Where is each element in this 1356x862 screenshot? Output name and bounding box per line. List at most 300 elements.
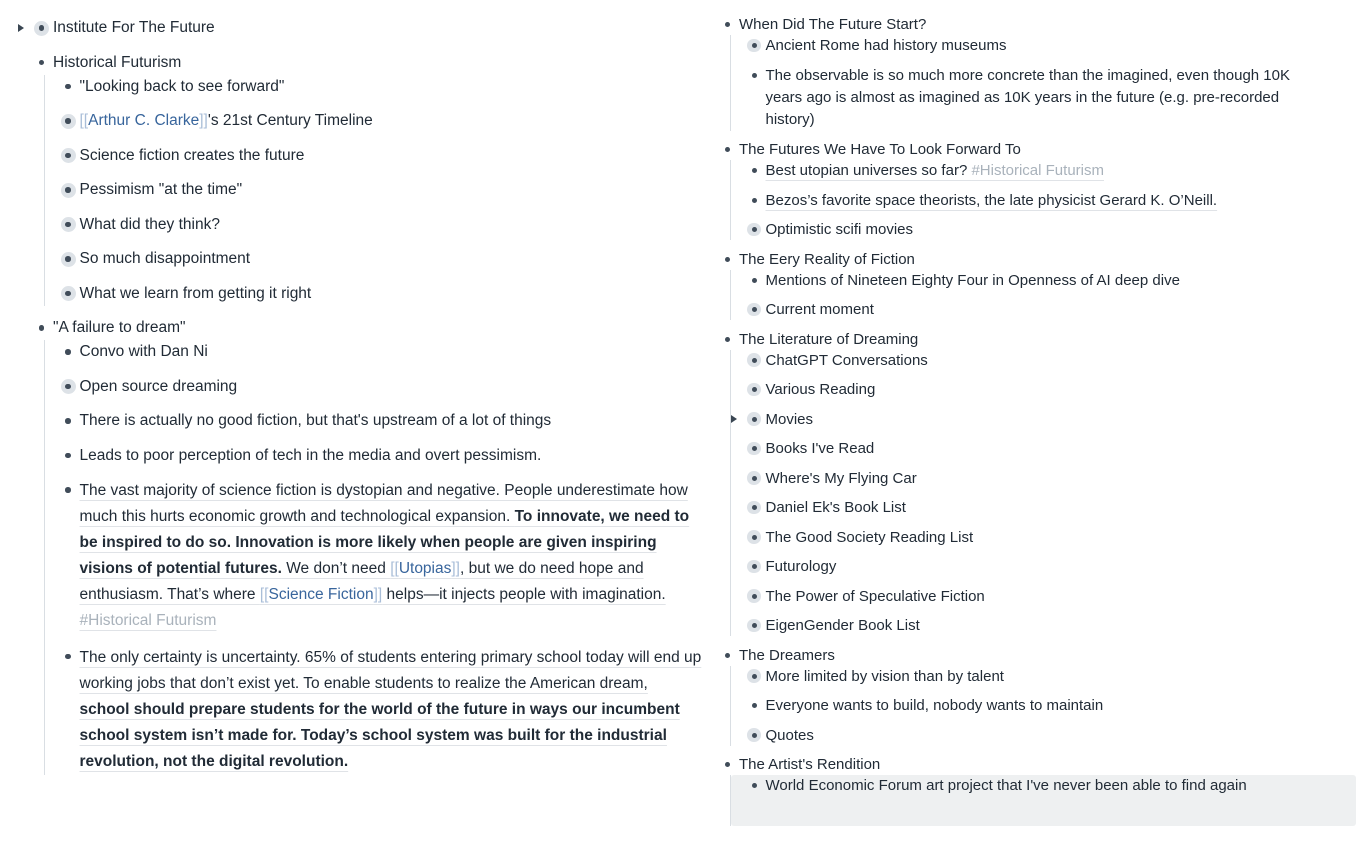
outline-block bbox=[45, 109, 703, 133]
block-children bbox=[44, 75, 703, 306]
block-text bbox=[766, 725, 814, 746]
block-row[interactable] bbox=[731, 350, 1356, 371]
bullet-halo bbox=[747, 353, 761, 367]
bullet-halo bbox=[747, 383, 761, 397]
block-row[interactable] bbox=[45, 444, 703, 468]
bullet-dot bbox=[752, 417, 757, 422]
collapsed-bullet[interactable] bbox=[746, 527, 763, 548]
arrow-slot bbox=[731, 586, 746, 607]
block-text bbox=[53, 316, 185, 340]
arrow-slot bbox=[45, 109, 60, 133]
page-link[interactable]: Utopias bbox=[398, 560, 452, 577]
bullet[interactable] bbox=[719, 14, 736, 35]
block-text bbox=[80, 109, 373, 133]
bullet[interactable] bbox=[33, 316, 50, 340]
block-text bbox=[766, 695, 1104, 716]
bullet[interactable] bbox=[719, 249, 736, 270]
bullet-dot bbox=[752, 358, 757, 363]
bullet-halo bbox=[747, 669, 761, 683]
text-span: ChatGPT Conversations bbox=[765, 351, 928, 369]
bullet[interactable] bbox=[60, 478, 77, 502]
bullet-dot bbox=[752, 783, 757, 788]
block-row[interactable] bbox=[704, 754, 1356, 775]
arrow-slot bbox=[731, 270, 746, 291]
text-span: So much disappointment bbox=[79, 250, 251, 267]
bullet-dot bbox=[752, 535, 757, 540]
collapsed-bullet[interactable] bbox=[60, 247, 77, 271]
block-text bbox=[80, 178, 243, 202]
outline-block bbox=[45, 75, 703, 99]
block-row[interactable] bbox=[731, 586, 1356, 607]
arrow-slot bbox=[45, 247, 60, 271]
block-text bbox=[53, 16, 215, 40]
block-row[interactable] bbox=[731, 725, 1356, 746]
bullet-dot bbox=[725, 762, 730, 767]
outline-block bbox=[731, 270, 1356, 291]
block-text bbox=[766, 350, 928, 371]
bullet-dot bbox=[752, 278, 757, 283]
outline-block bbox=[731, 615, 1356, 636]
block-row[interactable] bbox=[45, 247, 703, 271]
arrow-slot bbox=[731, 666, 746, 687]
block-row[interactable] bbox=[45, 282, 703, 306]
collapsed-bullet[interactable] bbox=[746, 725, 763, 746]
block-text bbox=[766, 586, 985, 607]
bullet-dot bbox=[39, 25, 45, 31]
bullet-dot bbox=[65, 256, 71, 262]
outline-block bbox=[45, 247, 703, 271]
outline-block bbox=[45, 444, 703, 468]
bullet-dot bbox=[752, 505, 757, 510]
block-row[interactable] bbox=[704, 139, 1356, 160]
block-row[interactable] bbox=[45, 645, 703, 775]
text-span: The Literature of Dreaming bbox=[739, 330, 919, 348]
text-span: The observable is so much more concrete than the imagined, even though 10K years ago is almost as imagined as 10K years in the future (e.g. pre-recorded history) bbox=[765, 66, 1290, 128]
collapsed-bullet[interactable] bbox=[60, 144, 77, 168]
outline-block bbox=[704, 249, 1356, 321]
block-children bbox=[730, 666, 1356, 746]
arrow-slot bbox=[704, 14, 719, 35]
block-text bbox=[80, 144, 305, 168]
block-row[interactable] bbox=[704, 329, 1356, 350]
collapsed-bullet[interactable] bbox=[746, 468, 763, 489]
bullet-dot bbox=[752, 564, 757, 569]
text-span: The Dreamers bbox=[739, 646, 835, 664]
collapsed-bullet[interactable] bbox=[746, 409, 763, 430]
collapsed-bullet[interactable] bbox=[60, 375, 77, 399]
bullet-halo bbox=[747, 471, 761, 485]
block-row[interactable] bbox=[45, 409, 703, 433]
bullet-dot bbox=[752, 387, 757, 392]
bullet-halo bbox=[747, 442, 761, 456]
block-row[interactable] bbox=[45, 375, 703, 399]
block-row[interactable] bbox=[18, 16, 702, 40]
bullet[interactable] bbox=[746, 775, 763, 796]
bullet-dot bbox=[65, 349, 71, 355]
outline-block bbox=[45, 375, 703, 399]
bold-text: To innovate, we need to be inspired to do so. Innovation is more likely when people are given inspiring visions of potential futures. bbox=[79, 508, 690, 577]
block-row[interactable] bbox=[731, 527, 1356, 548]
block-text bbox=[53, 51, 181, 75]
bullet-dot bbox=[752, 198, 757, 203]
block-row[interactable] bbox=[731, 270, 1356, 291]
block-text bbox=[80, 75, 285, 99]
bullet-dot bbox=[65, 291, 71, 297]
outline-block bbox=[45, 478, 703, 634]
block-row[interactable] bbox=[704, 645, 1356, 666]
collapsed-bullet[interactable] bbox=[746, 556, 763, 577]
bullet-dot bbox=[65, 118, 71, 124]
text-span: There is actually no good fiction, but that's upstream of a lot of things bbox=[79, 412, 552, 429]
outline-block bbox=[45, 282, 703, 306]
outline-right-column bbox=[702, 0, 1356, 862]
collapsed-bullet[interactable] bbox=[60, 178, 77, 202]
block-text bbox=[766, 666, 1004, 687]
block-text bbox=[766, 190, 1218, 211]
collapsed-bullet[interactable] bbox=[33, 16, 50, 40]
bullet-halo bbox=[747, 530, 761, 544]
block-text bbox=[739, 14, 926, 35]
hashtag-link[interactable]: #Historical Futurism bbox=[79, 612, 217, 629]
outline-block bbox=[731, 35, 1356, 56]
arrow-slot bbox=[45, 178, 60, 202]
block-text bbox=[766, 556, 837, 577]
collapsed-bullet[interactable] bbox=[746, 666, 763, 687]
bullet-dot bbox=[725, 147, 730, 152]
bullet-halo bbox=[747, 412, 761, 426]
block-text bbox=[80, 340, 208, 364]
bullet-halo bbox=[747, 223, 761, 237]
bold-text: school should prepare students for the world of the future in ways our incumbent school system isn’t made for. Today’s school system was built for the industrial revolution, not the digital revolution. bbox=[79, 700, 680, 770]
block-row[interactable] bbox=[45, 213, 703, 237]
collapsed-bullet[interactable] bbox=[60, 109, 77, 133]
block-text bbox=[766, 497, 906, 518]
arrow-slot bbox=[731, 379, 746, 400]
arrow-slot bbox=[45, 213, 60, 237]
arrow-slot bbox=[45, 444, 60, 468]
outline-block bbox=[45, 340, 703, 364]
arrow-slot bbox=[731, 350, 746, 371]
arrow-slot bbox=[704, 645, 719, 666]
bullet-dot bbox=[65, 654, 71, 660]
arrow-slot bbox=[731, 468, 746, 489]
outline-block bbox=[731, 527, 1356, 548]
block-text bbox=[739, 754, 880, 775]
text-span: Quotes bbox=[765, 726, 814, 744]
block-row[interactable] bbox=[704, 249, 1356, 270]
arrow-slot bbox=[45, 478, 60, 502]
block-row[interactable] bbox=[731, 65, 1356, 131]
collapsed-bullet[interactable] bbox=[60, 282, 77, 306]
arrow-slot bbox=[731, 219, 746, 240]
collapsed-bullet[interactable] bbox=[746, 219, 763, 240]
block-row[interactable] bbox=[45, 478, 703, 634]
bullet-halo bbox=[747, 728, 761, 742]
arrow-slot bbox=[45, 340, 60, 364]
text-span: Daniel Ek's Book List bbox=[765, 499, 906, 516]
page-link[interactable]: Arthur C. Clarke bbox=[88, 112, 200, 129]
arrow-slot bbox=[45, 144, 60, 168]
outline-block bbox=[731, 695, 1356, 716]
bullet-dot bbox=[752, 476, 757, 481]
text-span: When Did The Future Start? bbox=[739, 16, 927, 33]
block-text bbox=[80, 247, 251, 271]
block-row[interactable] bbox=[45, 144, 703, 168]
arrow-slot bbox=[731, 556, 746, 577]
text-span: , but we do need hope and enthusiasm. That’s where bbox=[79, 560, 644, 603]
outline-block bbox=[704, 139, 1356, 240]
block-row[interactable] bbox=[731, 438, 1356, 459]
bullet[interactable] bbox=[719, 645, 736, 666]
bullet-halo bbox=[747, 560, 761, 574]
outline-block bbox=[704, 645, 1356, 746]
bullet[interactable] bbox=[719, 754, 736, 775]
bullet-dot bbox=[752, 733, 757, 738]
block-row[interactable] bbox=[45, 75, 703, 99]
link-bracket: ]] bbox=[373, 586, 383, 603]
collapsed-bullet[interactable] bbox=[60, 213, 77, 237]
text-span: Leads to poor perception of tech in the media and overt pessimism. bbox=[79, 446, 542, 464]
bullet-halo bbox=[61, 148, 76, 163]
bullet-halo bbox=[34, 21, 49, 36]
link-bracket: ]] bbox=[451, 560, 460, 577]
bullet-dot bbox=[65, 187, 71, 193]
block-row[interactable] bbox=[731, 219, 1356, 240]
bullet-halo bbox=[61, 114, 76, 129]
text-span: What did they think? bbox=[79, 215, 220, 233]
bullet[interactable] bbox=[746, 695, 763, 716]
text-span: Science fiction creates the future bbox=[79, 146, 305, 164]
arrow-slot bbox=[731, 775, 746, 796]
block-children bbox=[730, 160, 1356, 240]
block-text bbox=[766, 35, 1007, 56]
arrow-slot bbox=[731, 725, 746, 746]
bullet[interactable] bbox=[719, 139, 736, 160]
block-text bbox=[766, 775, 1247, 796]
bullet-dot bbox=[752, 168, 757, 173]
text-span: Mentions of Nineteen Eighty Four in Openness of AI deep dive bbox=[765, 271, 1180, 289]
arrow-slot bbox=[45, 375, 60, 399]
collapsed-bullet[interactable] bbox=[746, 350, 763, 371]
block-text bbox=[80, 478, 703, 634]
collapse-arrow-icon[interactable] bbox=[18, 16, 33, 40]
outline-block bbox=[45, 213, 703, 237]
bullet-halo bbox=[747, 303, 761, 317]
bullet-dot bbox=[752, 594, 757, 599]
bullet[interactable] bbox=[719, 329, 736, 350]
bullet-dot bbox=[725, 257, 730, 262]
bullet-dot bbox=[752, 307, 757, 312]
outline-block bbox=[731, 468, 1356, 489]
block-children bbox=[730, 775, 1356, 826]
block-row[interactable] bbox=[731, 775, 1356, 796]
text-span: The Eery Reality of Fiction bbox=[739, 250, 915, 268]
block-text bbox=[80, 444, 542, 468]
link-bracket: [[ bbox=[259, 586, 269, 603]
block-row[interactable] bbox=[731, 409, 1356, 430]
collapsed-bullet[interactable] bbox=[746, 438, 763, 459]
outline-block bbox=[731, 299, 1356, 320]
block-text bbox=[739, 329, 918, 350]
bullet-dot bbox=[65, 153, 71, 159]
bullet-dot bbox=[752, 703, 757, 708]
bullet-dot bbox=[65, 453, 71, 459]
outline-block bbox=[731, 350, 1356, 371]
block-row[interactable] bbox=[731, 299, 1356, 320]
bullet-dot bbox=[752, 446, 757, 451]
block-text bbox=[766, 438, 875, 459]
block-row[interactable] bbox=[731, 666, 1356, 687]
outline-block bbox=[731, 438, 1356, 459]
bullet-halo bbox=[747, 589, 761, 603]
bullet[interactable] bbox=[746, 190, 763, 211]
outline-block bbox=[704, 14, 1356, 131]
block-row[interactable] bbox=[731, 695, 1356, 716]
text-span: Current moment bbox=[765, 301, 874, 318]
block-text bbox=[766, 219, 914, 240]
bullet-dot bbox=[752, 227, 757, 232]
bullet[interactable] bbox=[60, 340, 77, 364]
collapsed-bullet[interactable] bbox=[746, 497, 763, 518]
block-text bbox=[766, 527, 974, 548]
block-row[interactable] bbox=[731, 468, 1356, 489]
text-span: Bezos’s favorite space theorists, the late physicist Gerard K. O’Neill. bbox=[765, 191, 1218, 209]
text-span: We don’t need bbox=[281, 560, 391, 577]
outline-block bbox=[18, 316, 702, 775]
block-row[interactable] bbox=[18, 316, 702, 340]
block-row[interactable] bbox=[731, 160, 1356, 181]
block-row[interactable] bbox=[731, 497, 1356, 518]
collapsed-bullet[interactable] bbox=[746, 379, 763, 400]
block-row[interactable] bbox=[45, 109, 703, 133]
collapsed-bullet[interactable] bbox=[746, 35, 763, 56]
block-text bbox=[766, 299, 874, 320]
collapsed-bullet[interactable] bbox=[746, 299, 763, 320]
text-span: Futurology bbox=[765, 558, 837, 575]
link-bracket: [[ bbox=[79, 112, 89, 129]
outline-block bbox=[731, 775, 1356, 826]
text-span: Institute For The Future bbox=[53, 19, 215, 36]
block-text bbox=[766, 409, 814, 430]
arrow-slot bbox=[731, 695, 746, 716]
bullet-halo bbox=[61, 379, 76, 394]
outline-block bbox=[45, 144, 703, 168]
block-row[interactable] bbox=[45, 340, 703, 364]
bullet-halo bbox=[747, 501, 761, 515]
text-span: The Good Society Reading List bbox=[765, 528, 974, 546]
arrow-slot bbox=[731, 497, 746, 518]
outline-block bbox=[731, 160, 1356, 181]
block-children bbox=[730, 270, 1356, 321]
arrow-slot bbox=[731, 65, 746, 86]
bullet[interactable] bbox=[60, 444, 77, 468]
page-link[interactable]: Science Fiction bbox=[268, 586, 374, 603]
text-span: Open source dreaming bbox=[79, 377, 238, 395]
arrow-slot bbox=[18, 51, 33, 75]
text-span: What we learn from getting it right bbox=[79, 284, 312, 302]
bullet[interactable] bbox=[60, 75, 77, 99]
text-span: More limited by vision than by talent bbox=[765, 667, 1004, 685]
block-text bbox=[80, 282, 312, 306]
block-row[interactable] bbox=[731, 556, 1356, 577]
text-span: Convo with Dan Ni bbox=[79, 343, 208, 360]
outline-block bbox=[731, 666, 1356, 687]
block-row[interactable] bbox=[731, 379, 1356, 400]
text-span: Optimistic scifi movies bbox=[765, 221, 914, 238]
block-text bbox=[80, 409, 552, 433]
block-text bbox=[766, 468, 917, 489]
block-text bbox=[739, 139, 1021, 160]
bullet-dot bbox=[725, 337, 730, 342]
block-row[interactable] bbox=[704, 14, 1356, 35]
outline-block bbox=[731, 586, 1356, 607]
bullet[interactable] bbox=[60, 645, 77, 669]
collapse-arrow-icon[interactable] bbox=[731, 409, 746, 430]
block-children bbox=[44, 340, 703, 775]
hashtag-link[interactable]: #Historical Futurism bbox=[971, 162, 1104, 179]
text-span: helps—it injects people with imagination. bbox=[382, 586, 666, 603]
bullet-dot bbox=[39, 325, 45, 331]
block-row[interactable] bbox=[18, 51, 702, 75]
bullet-halo bbox=[61, 183, 76, 198]
bullet-dot bbox=[65, 418, 71, 424]
arrow-slot bbox=[731, 527, 746, 548]
link-bracket: [[ bbox=[390, 560, 399, 577]
bullet-halo bbox=[61, 252, 76, 267]
block-row[interactable] bbox=[731, 190, 1356, 211]
bullet-dot bbox=[65, 84, 71, 90]
block-row[interactable] bbox=[731, 615, 1356, 636]
bullet[interactable] bbox=[33, 51, 50, 75]
arrow-slot bbox=[731, 160, 746, 181]
bullet-halo bbox=[61, 217, 76, 232]
bullet[interactable] bbox=[746, 160, 763, 181]
outline-block bbox=[731, 379, 1356, 400]
text-span: The Futures We Have To Look Forward To bbox=[739, 141, 1021, 158]
outline-block bbox=[704, 754, 1356, 826]
arrow-slot bbox=[731, 35, 746, 56]
bullet-dot bbox=[752, 73, 757, 78]
triangle-glyph bbox=[18, 24, 24, 32]
block-text bbox=[766, 379, 876, 400]
text-span: Where's My Flying Car bbox=[765, 469, 917, 487]
collapsed-bullet[interactable] bbox=[746, 586, 763, 607]
arrow-slot bbox=[45, 409, 60, 433]
block-text bbox=[739, 645, 835, 666]
triangle-glyph bbox=[731, 415, 737, 423]
outline-block bbox=[731, 725, 1356, 746]
collapsed-bullet[interactable] bbox=[746, 615, 763, 636]
bullet[interactable] bbox=[746, 65, 763, 86]
bullet[interactable] bbox=[60, 409, 77, 433]
text-span: Movies bbox=[765, 410, 814, 428]
outline-block bbox=[45, 409, 703, 433]
arrow-slot bbox=[731, 190, 746, 211]
arrow-slot bbox=[704, 139, 719, 160]
outline-block bbox=[731, 497, 1356, 518]
text-span: EigenGender Book List bbox=[765, 617, 920, 634]
bullet[interactable] bbox=[746, 270, 763, 291]
block-text bbox=[80, 213, 220, 237]
outline-block bbox=[731, 556, 1356, 577]
text-span: "Looking back to see forward" bbox=[79, 77, 285, 95]
outline-block bbox=[731, 409, 1356, 430]
text-span: Various Reading bbox=[765, 381, 876, 398]
block-row[interactable] bbox=[45, 178, 703, 202]
arrow-slot bbox=[704, 249, 719, 270]
bullet-dot bbox=[39, 60, 45, 66]
block-row[interactable] bbox=[731, 35, 1356, 56]
